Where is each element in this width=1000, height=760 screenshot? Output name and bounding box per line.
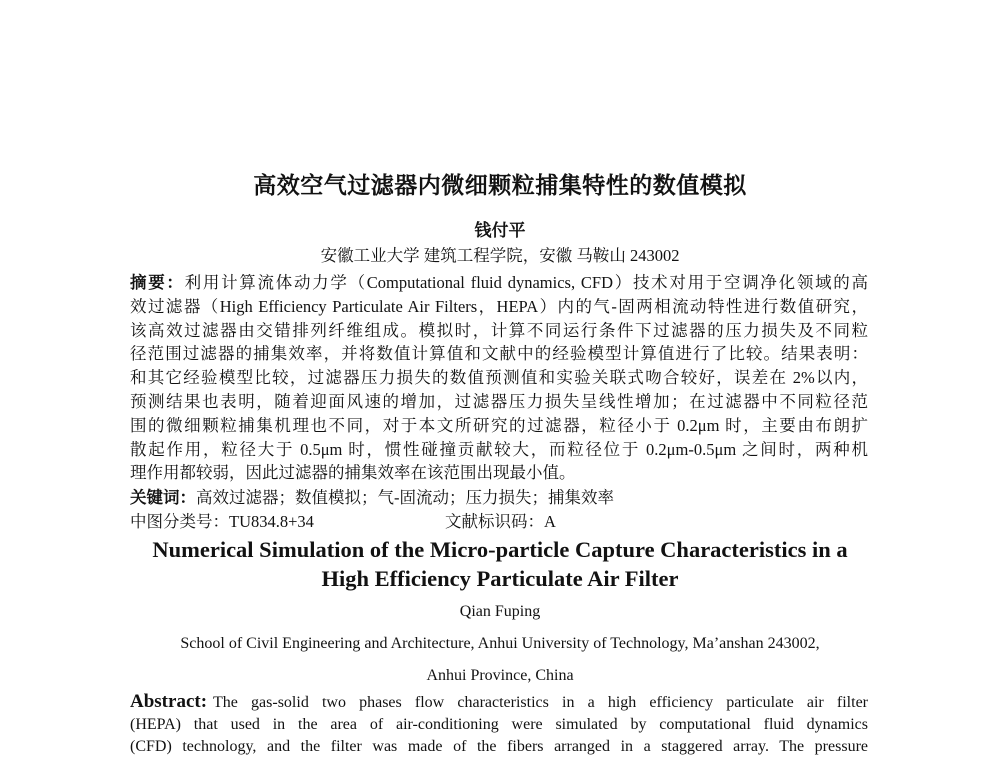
en-abstract-line: (CFD) technology, and the filter was made of the fibers arranged in a staggered array. The pressure: [130, 738, 868, 755]
en-abstract-line: [130, 691, 868, 713]
zh-affiliation: 安徽工业大学 建筑工程学院，安徽 马鞍山 243002: [320, 246, 680, 265]
en-title-line: High Efficiency Particulate Air Filter: [321, 566, 679, 591]
zh-abstract-line: 散起作用，粒径大于 0.5μm 时，惯性碰撞贡献较大，而粒径位于 0.2μm-0.5μm 之间时，两种机: [130, 440, 868, 459]
zh-keywords-text: 高效过滤器；数值模拟；气-固流动；压力损失；捕集效率: [196, 488, 614, 507]
zh-author: 钱付平: [474, 221, 526, 240]
zh-keywords: [130, 486, 614, 510]
en-affiliation-line: School of Civil Engineering and Architecture, Anhui University of Technology, Ma’anshan 243002,: [180, 635, 820, 652]
zh-clc-value: TU834.8+34: [229, 512, 314, 531]
zh-abstract-line: 预测结果也表明，随着迎面风速的增加，过滤器压力损失呈线性增加；在过滤器中不同粒径范: [130, 392, 868, 411]
zh-document-code-value: A: [544, 512, 556, 531]
zh-title: 高效空气过滤器内微细颗粒捕集特性的数值模拟: [253, 173, 747, 198]
zh-abstract-line: 和其它经验模型比较，过滤器压力损失的数值预测值和实验关联式吻合较好，误差在 2%以内，: [130, 368, 868, 387]
zh-document-code-label: 文献标识码：: [445, 512, 544, 531]
zh-abstract-label: 摘要：: [130, 273, 185, 292]
en-title-line: Numerical Simulation of the Micro-particle Capture Characteristics in a: [152, 537, 848, 562]
zh-abstract-line: 该高效过滤器由交错排列纤维组成。模拟时，计算不同运行条件下过滤器的压力损失及不同粒: [130, 321, 868, 340]
en-affiliation-line: Anhui Province, China: [426, 667, 574, 684]
zh-document-code: [445, 510, 556, 534]
zh-clc-label: 中图分类号：: [130, 512, 229, 531]
en-author: Qian Fuping: [459, 603, 541, 620]
zh-abstract-line: 效过滤器（High Efficiency Particulate Air Filters，HEPA）内的气-固两相流动特性进行数值研究，: [130, 297, 868, 316]
zh-abstract-line: [130, 271, 868, 295]
en-abstract-line: (HEPA) that used in the area of air-conditioning were simulated by computational fluid dynamics: [130, 716, 868, 733]
zh-abstract-line: 径范围过滤器的捕集效率，并将数值计算值和文献中的经验模型计算值进行了比较。结果表明：: [130, 344, 868, 363]
zh-abstract-line: 围的微细颗粒捕集机理也不同，对于本文所研究的过滤器，粒径小于 0.2μm 时，主要由布朗扩: [130, 416, 868, 435]
en-abstract-text: The gas-solid two phases flow characteristics in a high efficiency particulate air filter: [213, 694, 868, 711]
zh-keywords-label: 关键词：: [130, 488, 196, 507]
zh-clc-number: [130, 510, 314, 534]
en-abstract-label: Abstract:: [130, 691, 208, 712]
zh-abstract-text: 利用计算流体动力学（Computational fluid dynamics, CFD）技术对用于空调净化领域的高: [184, 273, 868, 292]
zh-abstract-line: 理作用都较弱，因此过滤器的捕集效率在该范围出现最小值。: [130, 463, 576, 482]
